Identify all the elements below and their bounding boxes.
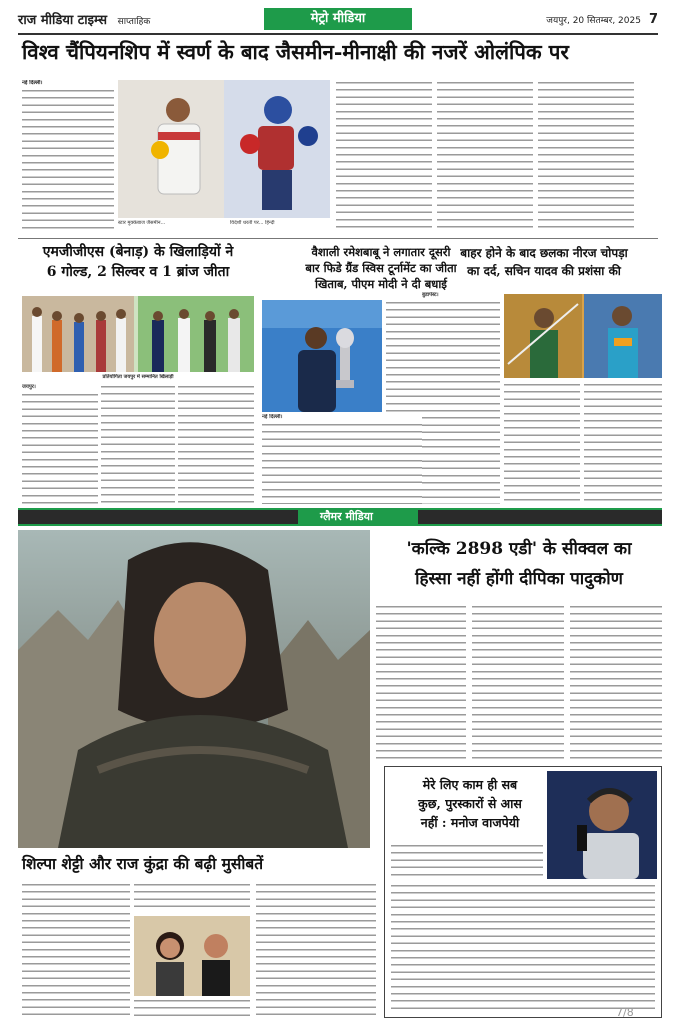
glamour-label: ग्लैमर मीडिया: [320, 510, 373, 523]
glamour-section-band: [18, 508, 662, 526]
masthead-rule: [18, 33, 658, 35]
manoj-text-top: [391, 843, 543, 879]
shilpa-column-1: [22, 882, 130, 1018]
lead-column-5: [538, 80, 634, 232]
lead-text-block: [22, 88, 114, 230]
neeraj-headline-line2: का दर्द, सचिन यादव की प्रशंसा की: [467, 264, 621, 278]
lead-caption-left: स्टार मुक्केबाज जैसमीन...: [118, 220, 166, 226]
lead-headline: विश्व चैंपियनशिप में स्वर्ण के बाद जैसमीन-मीनाक्षी की नजरें ओलंपिक पर: [22, 40, 569, 64]
couple-image: [134, 916, 250, 996]
shilpa-column-2-top: [134, 882, 250, 912]
deepika-photo: [18, 530, 370, 848]
vaishali-headline-line3: खिताब, पीएम मोदी ने दी बधाई: [315, 277, 447, 291]
lead-column-1: [22, 80, 114, 230]
deepika-headline: [376, 534, 662, 594]
boxers-image: [118, 80, 330, 218]
vaishali-photo: [262, 300, 382, 412]
neeraj-column-3: [584, 382, 662, 504]
neeraj-text-1: [422, 300, 500, 504]
manoj-headline: [395, 775, 545, 832]
mgs-column-3: [178, 384, 254, 504]
neeraj-dateline: बुडापेस्ट।: [422, 292, 439, 298]
shilpa-headline: शिल्पा शेट्टी और राज कुंद्रा की बढ़ी मुसीबतें: [22, 854, 264, 873]
shilpa-column-3: [256, 882, 376, 1018]
paper-name: [18, 10, 150, 28]
chess-player-image: [262, 300, 382, 412]
mgs-dateline: जयपुर।: [22, 384, 36, 390]
mgs-caption: प्रतियोगिता जयपुर में सम्मानित खिलाड़ी: [102, 374, 174, 380]
manoj-story-box: [384, 766, 662, 1018]
manoj-headline-line1: मेरे लिए काम ही सब: [422, 777, 518, 792]
manoj-headline-line2: कुछ, पुरस्कारों से आस: [418, 796, 522, 811]
lead-divider: [18, 238, 658, 239]
page-number: 7: [648, 12, 658, 27]
deepika-headline-line2: हिस्सा नहीं होंगी दीपिका पादुकोण: [415, 569, 623, 589]
date-label: जयपुर, 20 सितम्बर, 2025: [546, 16, 641, 26]
actress-image: [18, 530, 370, 848]
lead-column-4: [437, 80, 533, 232]
deepika-column-1: [376, 604, 466, 764]
lead-dateline: नई दिल्ली।: [22, 80, 43, 86]
vaishali-dateline: नई दिल्ली।: [262, 414, 283, 420]
mgs-text-1: [22, 392, 98, 504]
mgs-headline: [22, 242, 254, 282]
mgs-photo: [22, 296, 254, 372]
manoj-photo: [547, 771, 657, 879]
mgs-headline-line1: एमजीजीएस (बेनाड़) के खिलाड़ियों ने: [42, 244, 234, 260]
deepika-column-3: [570, 604, 662, 764]
deepika-headline-line1: 'कल्कि 2898 एडी' के सीक्वल का: [406, 539, 632, 559]
paper-name-text: राज मीडिया टाइम्स: [18, 13, 108, 28]
masthead: [18, 8, 658, 32]
neeraj-column-1: [422, 292, 500, 504]
neeraj-photo: [504, 294, 662, 378]
shilpa-photo: [134, 916, 250, 996]
actor-image: [547, 771, 657, 879]
mgs-column-2: [101, 384, 175, 504]
edition-label: साप्ताहिक: [117, 17, 151, 27]
lead-caption-right: विदेशी धरती पर... हिन्दी: [230, 220, 275, 226]
vaishali-headline-line1: वैशाली रमेशबाबू ने लगातार दूसरी: [311, 245, 451, 259]
vaishali-headline-line2: बार फिडे ग्रैंड स्विस टूर्नामेंट का जीता: [305, 261, 457, 275]
date-and-page: [546, 12, 658, 27]
lead-column-3: [336, 80, 432, 232]
manoj-headline-line3: नहीं : मनोज वाजपेयी: [420, 815, 520, 830]
mgs-headline-line2: 6 गोल्ड, 2 सिल्वर व 1 ब्रांज जीता: [46, 264, 230, 280]
deepika-column-2: [472, 604, 564, 764]
neeraj-headline-line1: बाहर होने के बाद छलका नीरज चोपड़ा: [460, 246, 628, 260]
javelin-athletes-image: [504, 294, 662, 378]
neeraj-column-2: [504, 382, 580, 504]
mgs-column-1: [22, 384, 98, 504]
page-indicator: 7/8: [616, 1006, 634, 1019]
lead-photo: [118, 80, 330, 218]
athletes-image: [22, 296, 254, 372]
manoj-text: [391, 883, 655, 1011]
section-title: मेट्रो मीडिया: [264, 8, 412, 30]
neeraj-headline: [460, 244, 662, 280]
shilpa-caption-lines: [134, 998, 250, 1018]
